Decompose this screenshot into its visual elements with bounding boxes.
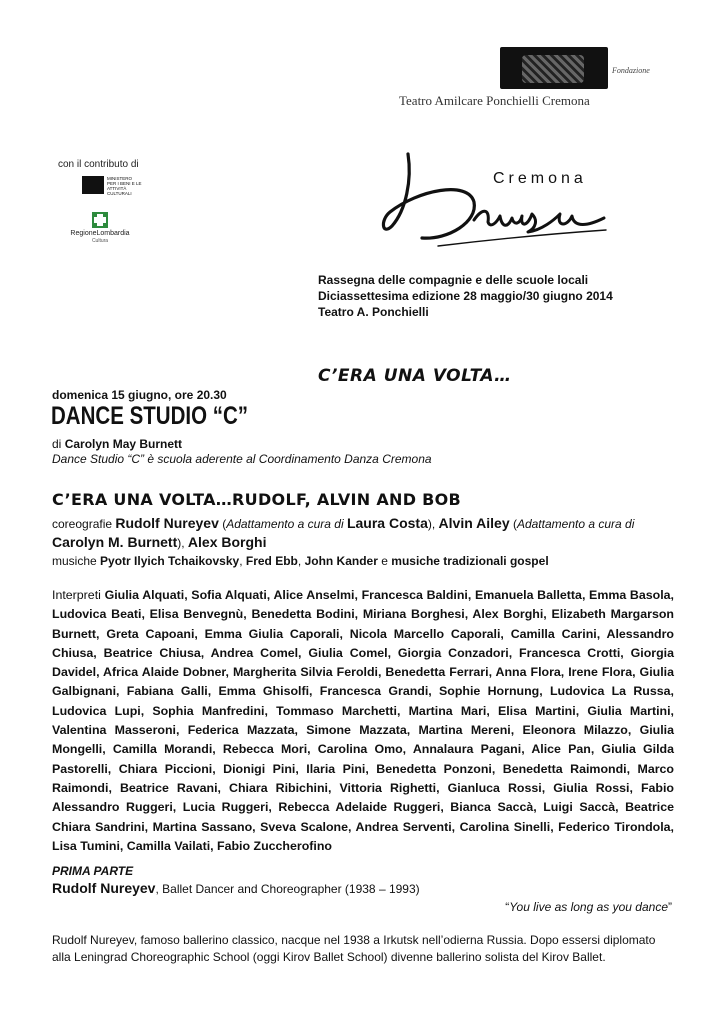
coreografie-line: coreografie Rudolf Nureyev (Adattamento a cura di Laura Costa), Alvin Ailey (Adattamento a cura di Carolyn M. Burnett), Alex Borghi xyxy=(52,515,635,550)
prima-parte-label: PRIMA PARTE xyxy=(52,864,134,878)
adapt-1-name: Laura Costa xyxy=(346,515,428,531)
coreografie-label: coreografie xyxy=(52,517,113,531)
director-prefix: di xyxy=(52,437,62,451)
musiche-line: musiche Pyotr Ilyich Tchaikovsky, Fred Ebb, John Kander e musiche tradizionali gospel xyxy=(52,554,549,568)
quote: “You live as long as you dance” xyxy=(505,900,672,914)
event-date: domenica 15 giugno, ore 20.30 xyxy=(52,388,227,402)
composer-2: Fred Ebb xyxy=(245,554,298,568)
ministero-emblem-icon xyxy=(82,176,104,194)
music-conjunction: e xyxy=(381,554,388,568)
choreographer-3: Alex Borghi xyxy=(187,534,267,550)
ministero-logo xyxy=(82,174,142,196)
choreographer-2: Alvin Ailey xyxy=(438,515,510,531)
musiche-label: musiche xyxy=(52,554,97,568)
composer-4: musiche tradizionali gospel xyxy=(391,554,549,568)
company-name: DANCE STUDIO “C” xyxy=(51,402,249,430)
composer-1: Pyotr Ilyich Tchaikovsky xyxy=(100,554,240,568)
foundation-label: Fondazione xyxy=(612,66,650,75)
director-line xyxy=(52,437,182,451)
contributo-label: con il contributo di xyxy=(58,159,139,170)
festival-info xyxy=(318,272,613,320)
director-name: Carolyn May Burnett xyxy=(64,437,183,451)
festival-line-1: Rassegna delle compagnie e delle scuole locali xyxy=(318,273,589,287)
show-title: C’ERA UNA VOLTA…RUDOLF, ALVIN AND BOB xyxy=(52,490,462,509)
cremona-danza-logo xyxy=(378,150,610,250)
subject-name: Rudolf Nureyev xyxy=(52,880,156,896)
prima-parte-subject xyxy=(52,880,420,896)
teatro-ponchielli-logo xyxy=(500,47,608,89)
festival-line-2: Diciassettesima edizione 28 maggio/30 giugno 2014 xyxy=(318,289,613,303)
cremona-word: Cremona xyxy=(493,170,587,187)
theatre-emblem-icon xyxy=(522,55,584,83)
festival-line-3: Teatro A. Ponchielli xyxy=(318,305,429,319)
ministero-text: MINISTERO PER I BENI E LE ATTIVITÀ CULTURALI xyxy=(107,176,142,196)
composer-3: John Kander xyxy=(304,554,378,568)
regione-rosa-icon xyxy=(92,212,108,228)
regione-subtext: Cultura xyxy=(91,238,109,244)
theatre-name: Teatro Amilcare Ponchielli Cremona xyxy=(399,93,590,108)
adapt-1-prefix: Adattamento a cura di xyxy=(226,517,344,531)
quote-text: You live as long as you dance xyxy=(509,900,668,914)
regione-lombardia-logo xyxy=(68,212,132,246)
biography-paragraph: Rudolf Nureyev, famoso ballerino classico, nacque nel 1938 a Irkutsk nell’odierna Russia. Dopo essersi diplomato alla Leningrad Choreographic School (oggi Kirov Ballet School) divenne ballerino solista del Kirov Ballet. xyxy=(52,933,656,964)
school-note: Dance Studio “C” è scuola aderente al Coordinamento Danza Cremona xyxy=(52,452,432,466)
adapt-2-name: Carolyn M. Burnett xyxy=(52,534,178,550)
interpreti-names: Giulia Alquati, Sofia Alquati, Alice Anselmi, Francesca Baldini, Emanuela Balletta, Emma Basola, Ludovica Beati, Elisa Benvegnù, Benedetta Bodini, Miriana Borghesi, Alex Borghi, Elizabeth Margarson Burnett, Greta Capoani, Emma Giulia Caporali, Nicola Marcello Caporali, Camilla Carini, Alessandro Chiusa, Beatrice Chiusa, Andrea Comel, Giulia Comel, Giorgia Conzadori, Francesca Crotti, Giorgia Davidel, Africa Alaide Dobner, Margherita Silvia Feroldi, Benedetta Ferrari, Anna Flora, Irene Flora, Giulia Galbignani, Fabiana Galli, Emma Ghisolfi, Francesca Grandi, Sophie Hornung, Ludovica La Russa, Ludovica Lupi, Sophia Manfredini, Tommaso Marchetti, Martina Mari, Elisa Martini, Giulia Martini, Valentina Masseroni, Federica Mazzata, Simone Mazzata, Martina Mereni, Eleonora Milazzo, Giulia Mongelli, Camilla Morandi, Rebecca Mori, Carolina Omo, Annalaura Pagani, Alice Pan, Giulia Gilda Pastorelli, Chiara Piccioni, Dionigi Pini, Ilaria Pini, Benedetta Ponzoni, Benedetta Raimondi, Marco Raimondi, Beatrice Ravani, Chiara Ribichini, Vittoria Righetti, Gianluca Rossi, Giulia Rossi, Fabio Alessandro Ruggeri, Lucia Ruggeri, Rebecca Adelaide Ruggeri, Bianca Saccà, Luigi Saccà, Beatrice Chiara Sandrini, Martina Sassano, Sveva Scalone, Andrea Serventi, Carolina Sinelli, Federico Tirondola, Lisa Tumini, Camilla Vailati, Fabio Zuccherofino xyxy=(52,588,674,853)
interpreti-paragraph xyxy=(52,586,674,856)
section-title: C’ERA UNA VOLTA… xyxy=(318,366,512,386)
interpreti-label: Interpreti xyxy=(52,588,101,602)
adapt-2-prefix: Adattamento a cura di xyxy=(516,517,635,531)
subject-description: , Ballet Dancer and Choreographer (1938 – 1993) xyxy=(155,882,420,896)
choreographer-1: Rudolf Nureyev xyxy=(115,515,219,531)
regione-text: RegioneLombardia xyxy=(70,230,130,237)
